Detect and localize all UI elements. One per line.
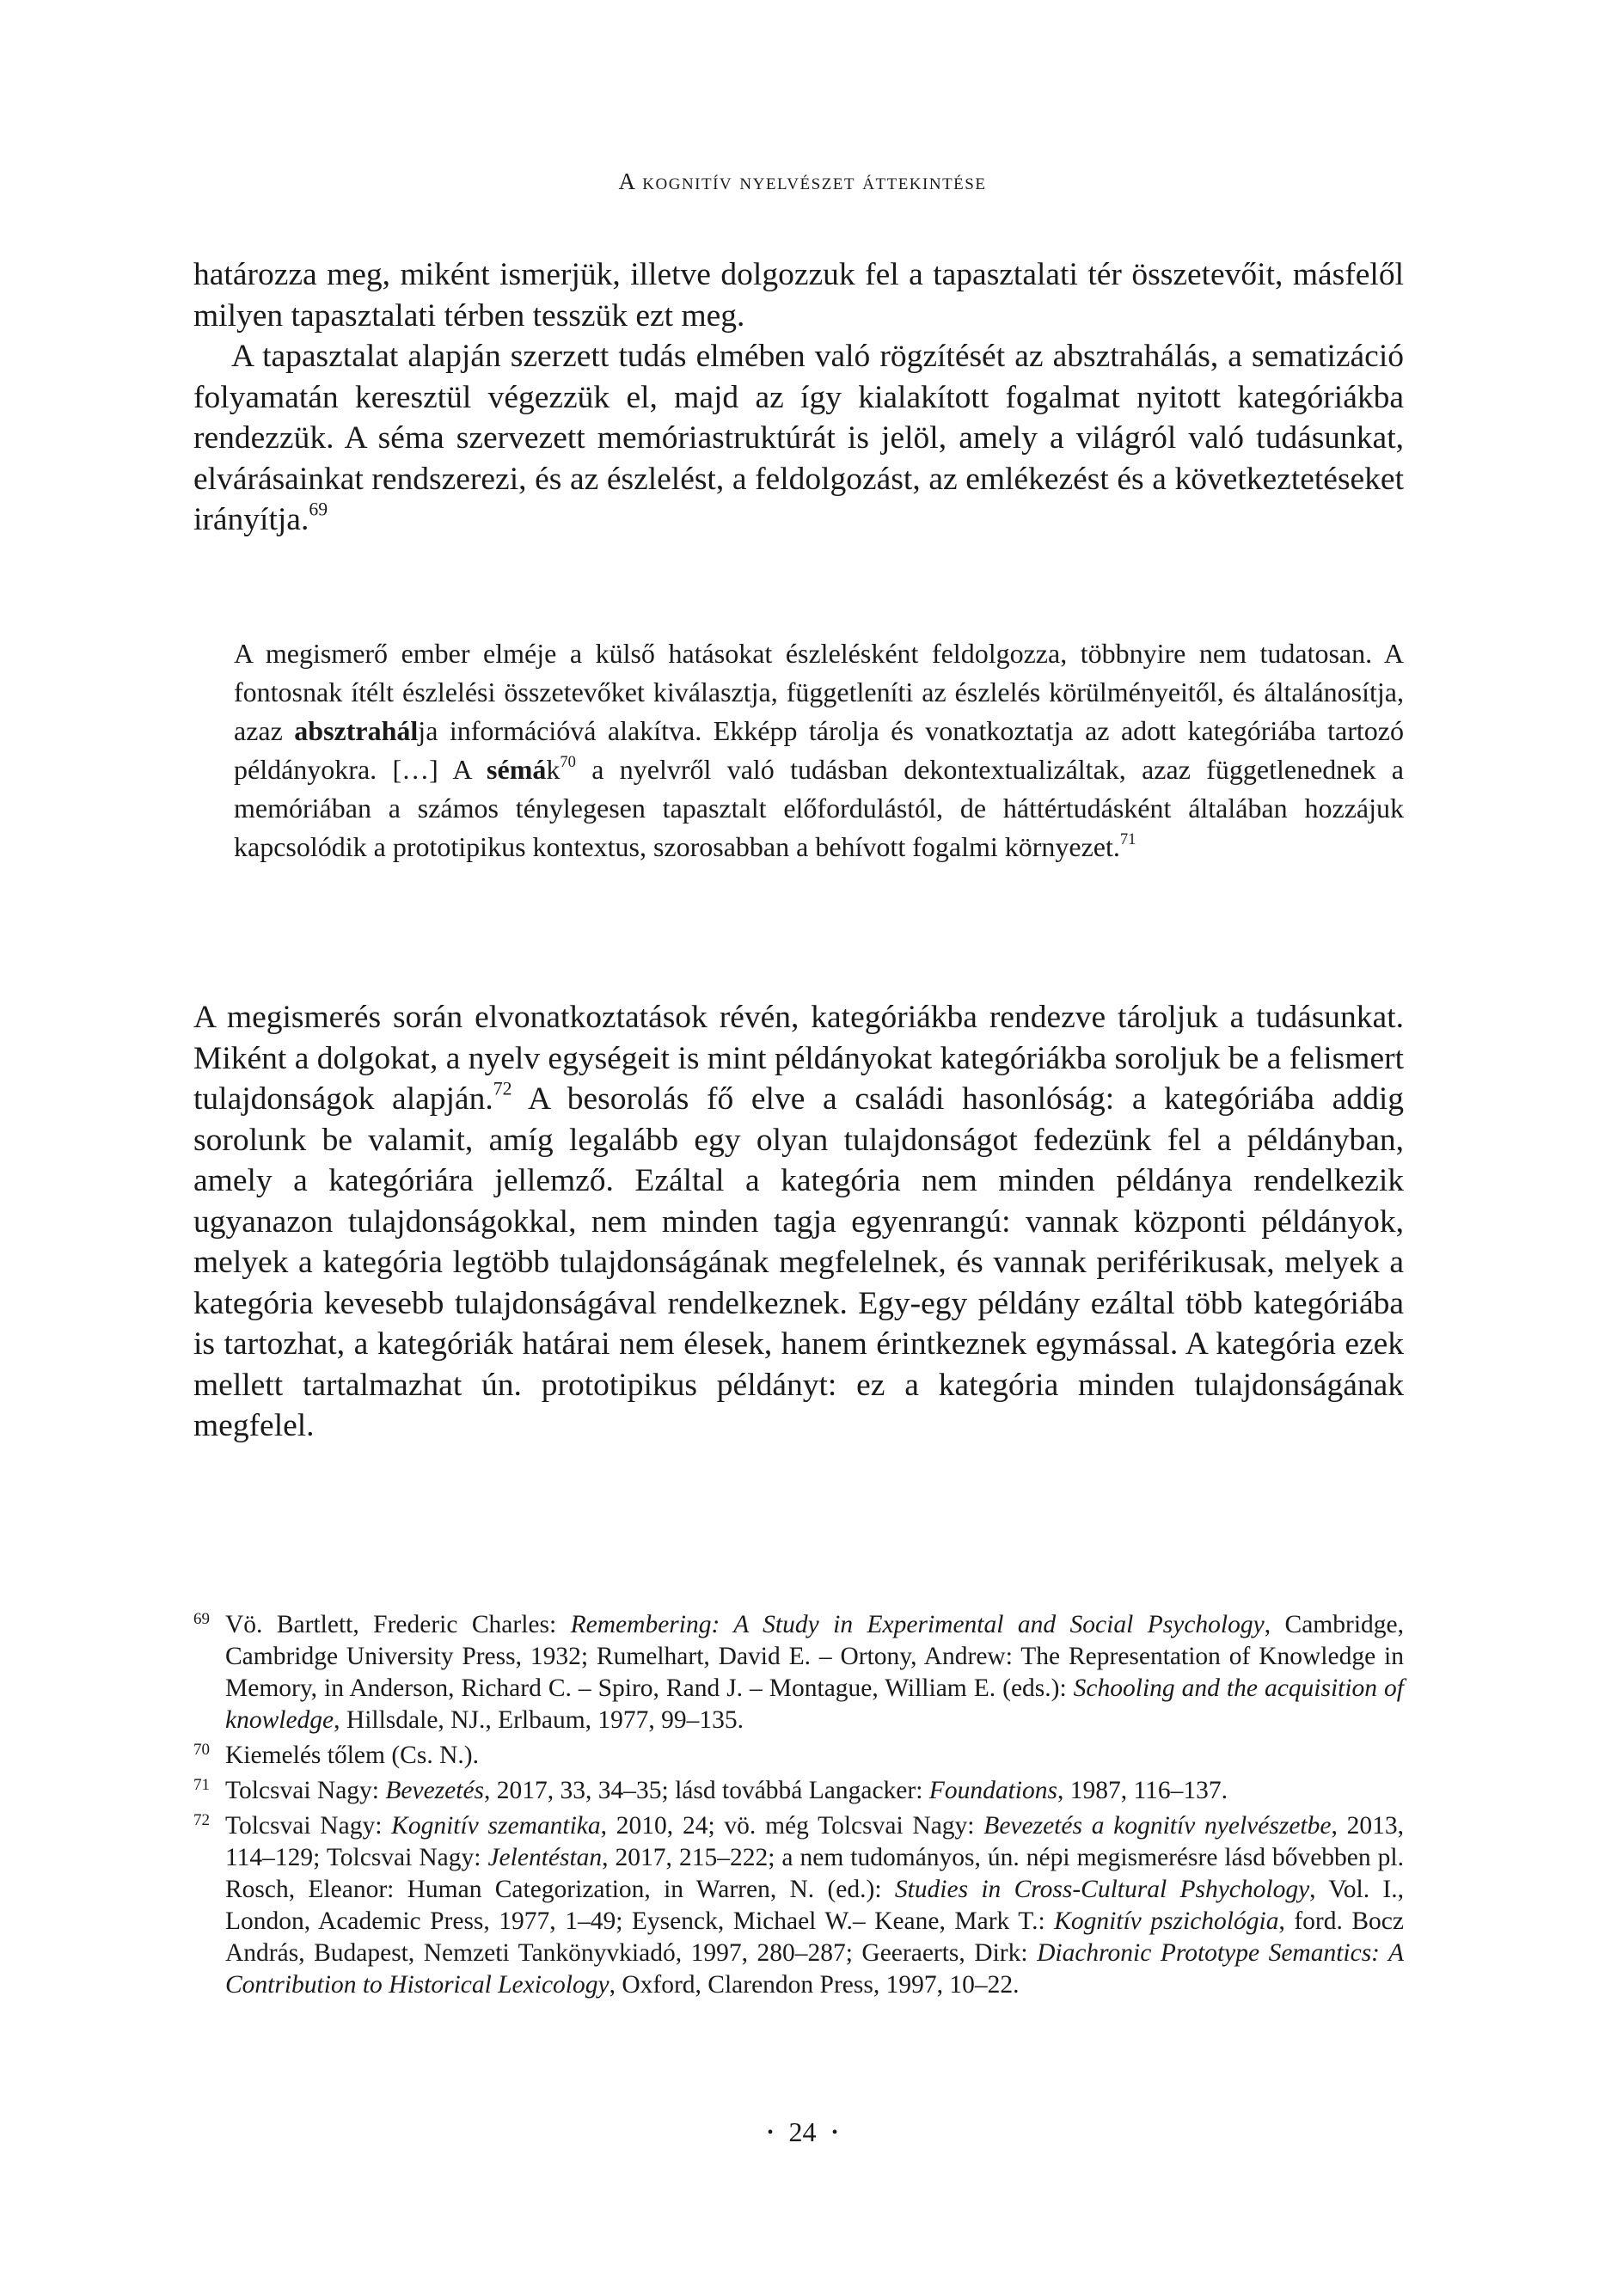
footnote-segment: , 1987, 116–137. <box>1057 1777 1228 1804</box>
quote-paragraph: A megismerő ember elméje a külső hatásokat észlelésként feldolgozza, többnyire nem tudatosan. A fontosnak ítélt észlelési összetevőket kiválasztja, függetleníti az észlelés körülményeitől, és általánosítja, azaz absztrahálja információvá alakítva. Ekképp tárolja és vonatkoztatja az adott kategóriába tartozó példányokra. […] A sémák$^{70}$ a nyelvről való tudásban dekontextualizáltak, azaz függetlenednek a memóriában a számos ténylegesen tapasztalt előfordulástól, de háttértudásként általában hozzájuk kapcsolódik a prototipikus kontextus, szorosabban a behívott fogalmi környezet.$^{71}$ <box>234 638 1405 862</box>
emphasis-semak: sémá <box>487 754 547 785</box>
footnote-72 <box>193 1810 1404 2001</box>
footnote-segment: Kiemelés tőlem (Cs. N.). <box>225 1742 479 1769</box>
footnote-title: Kognitív szemantika <box>391 1812 601 1840</box>
body-text-bottom <box>193 997 1404 1447</box>
footnote-segment: , 2017, 33, 34–35; lásd továbbá Langacker: <box>484 1777 929 1804</box>
footnote-70 <box>193 1740 1404 1772</box>
footnote-text <box>225 1812 1404 1999</box>
footnote-ref-69[interactable]: 69 <box>309 499 328 520</box>
footnote-number: 70 <box>193 1741 210 1759</box>
footnote-title: Schooling and the acquisition of knowledge <box>225 1675 1404 1734</box>
footnote-segment: , Oxford, Clarendon Press, 1997, 10–22. <box>609 1971 1020 1999</box>
footnote-text <box>225 1742 479 1769</box>
footnotes <box>193 1609 1404 2005</box>
footnote-segment: , 2010, 24; vö. még Tolcsvai Nagy: <box>600 1812 984 1840</box>
footnote-ref-72[interactable]: 72 <box>493 1078 512 1099</box>
footnote-number: 71 <box>193 1776 210 1794</box>
footnote-segment: Tolcsvai Nagy: <box>225 1777 386 1804</box>
footnote-title: Kognitív pszichológia <box>1054 1907 1279 1935</box>
footnote-text <box>225 1777 1228 1804</box>
footnote-ref-70[interactable]: 70 <box>560 753 576 772</box>
page-number-value: 24 <box>788 2116 817 2147</box>
paragraph-continuation: határozza meg, miként ismerjük, illetve dolgozzuk fel a tapasztalati tér összetevőit, másfelől milyen tapasztalati térben tesszük ezt meg. <box>193 257 1404 334</box>
footnote-71 <box>193 1775 1404 1807</box>
bullet-ornament-icon: • <box>767 2123 774 2142</box>
footnote-title: Jelentéstan <box>487 1844 603 1871</box>
footnote-segment: , Hillsdale, NJ., Erlbaum, 1977, 99–135. <box>334 1706 744 1734</box>
footnote-number: 72 <box>193 1811 210 1829</box>
footnote-69 <box>193 1609 1404 1736</box>
block-quote <box>234 634 1404 866</box>
running-head: A kognitív nyelvészet áttekintése <box>618 168 987 194</box>
footnote-segment: , Cambridge, Cambridge University Press, 1932; Rumelhart, David E. – Ortony, Andrew: The Representation of Knowledge in Memory, in Anderson, Richard C. – Spiro, Rand J. – Montague, William E. (eds.): <box>225 1611 1404 1702</box>
body-text-top <box>193 254 1404 541</box>
paragraph-schema: A tapasztalat alapján szerzett tudás elmében való rögzítését az absztrahálás, a sematizáció folyamatán keresztül végezzük el, majd az így kialakított fogalmat nyitott kategóriákba rendezzük. A séma szervezett memóriastruktúrát is jelöl, amely a világról való tudásunkat, elvárásainkat rendszerezi, és az észlelést, a feldolgozást, az emlékezést és a következtetéseket irányítja.$^{69}$ <box>193 339 1404 537</box>
footnote-text <box>225 1611 1404 1734</box>
footnote-segment: , 2017, 215–222; a nem tudományos, ún. népi megismerésre lásd bővebben pl. Rosch, Eleanor: Human Categorization, in Warren, N. (ed.): <box>225 1844 1404 1903</box>
footnote-ref-71[interactable]: 71 <box>1119 830 1136 849</box>
footnote-segment: , ford. Bocz András, Budapest, Nemzeti Tankönyvkiadó, 1997, 280–287; Geeraerts, Dirk: <box>225 1907 1404 1967</box>
footnote-segment: Vö. Bartlett, Frederic Charles: <box>225 1611 571 1638</box>
footnote-title: Remembering: A Study in Experimental and Social Psychology <box>570 1611 1265 1638</box>
footnote-title: Foundations <box>928 1777 1057 1804</box>
footnote-title: Bevezetés <box>385 1777 485 1804</box>
footnote-title: Diachronic Prototype Semantics: A Contribution to Historical Lexicology <box>225 1939 1404 1999</box>
footnote-segment: , Vol. I., London, Academic Press, 1977, 1–49; Eysenck, Michael W.– Keane, Mark T.: <box>225 1876 1404 1935</box>
footnote-segment: , 2013, 114–129; Tolcsvai Nagy: <box>225 1812 1404 1871</box>
paragraph-categorization: A megismerés során elvonatkoztatások révén, kategóriákba rendezve tároljuk a tudásunkat. Miként a dolgokat, a nyelv egységeit is mint példányokat kategóriákba soroljuk be a felismert tulajdonságok alapján.$^{72}$ A besorolás fő elve a családi hasonlóság: a kategóriába addig sorolunk be valamit, amíg legalább egy olyan tulajdonságot fedezünk fel a példányban, amely a kategóriára jellemző. Ezáltal a kategória nem minden példánya rendelkezik ugyanazon tulajdonságokkal, nem minden tagja egyenrangú: vannak központi példányok, melyek a kategória legtöbb tulajdonságának megfelelnek, és vannak periférikusak, melyek a kategória kevesebb tulajdonságával rendelkeznek. Egy-egy példány ezáltal több kategóriába is tartozhat, a kategóriák határai nem élesek, hanem érintkeznek egymással. A kategória ezek mellett tartalmazhat ún. prototipikus példányt: ez a kategória minden tulajdonságának megfelel. <box>193 1000 1404 1443</box>
bullet-ornament-icon: • <box>831 2123 838 2142</box>
footnote-segment: Tolcsvai Nagy: <box>225 1812 392 1840</box>
emphasis-absztrahal: absztrahál <box>294 715 419 746</box>
footnote-title: Bevezetés a kognitív nyelvészetbe <box>983 1812 1332 1840</box>
footnote-number: 69 <box>193 1610 210 1628</box>
page-number <box>0 2116 1605 2148</box>
footnote-title: Studies in Cross-Cultural Pshychology <box>894 1876 1310 1903</box>
